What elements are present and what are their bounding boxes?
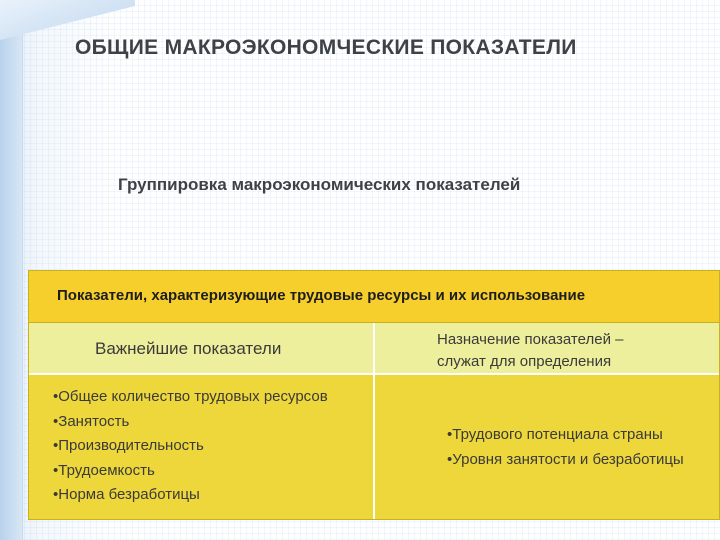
slide-left-border — [0, 0, 23, 540]
slide-title: ОБЩИЕ МАКРОЭКОНОМЧЕСКИЕ ПОКАЗАТЕЛИ — [75, 36, 577, 59]
page-curl-decoration — [0, 0, 135, 40]
left-column-body — [29, 375, 375, 519]
right-column-heading-cell — [375, 323, 719, 375]
left-column-heading: Важнейшие показатели — [95, 339, 282, 358]
list-item: • Уровня занятости и безработицы — [447, 448, 684, 473]
list-item: • Трудового потенциала страны — [447, 423, 684, 448]
purpose-list — [447, 423, 684, 472]
list-item: • Общее количество трудовых ресурсов — [53, 385, 328, 410]
list-item: • Занятость — [53, 410, 328, 435]
indicators-table — [28, 270, 720, 520]
list-item: • Трудоемкость — [53, 459, 328, 484]
key-indicators-list — [53, 385, 328, 508]
table-header-row — [29, 271, 719, 323]
left-column-heading-cell — [29, 323, 375, 375]
right-heading-line-2: служат для определения — [437, 353, 612, 370]
list-item: • Норма безработицы — [53, 483, 328, 508]
right-column-heading — [437, 329, 623, 373]
list-item: • Производительность — [53, 434, 328, 459]
table-header-text: Показатели, характеризующие трудовые ресурсы и их использование — [57, 287, 586, 304]
slide-subtitle: Группировка макроэкономических показателей — [118, 175, 521, 194]
right-column-body — [375, 375, 719, 519]
right-heading-line-1: Назначение показателей – — [437, 331, 624, 348]
